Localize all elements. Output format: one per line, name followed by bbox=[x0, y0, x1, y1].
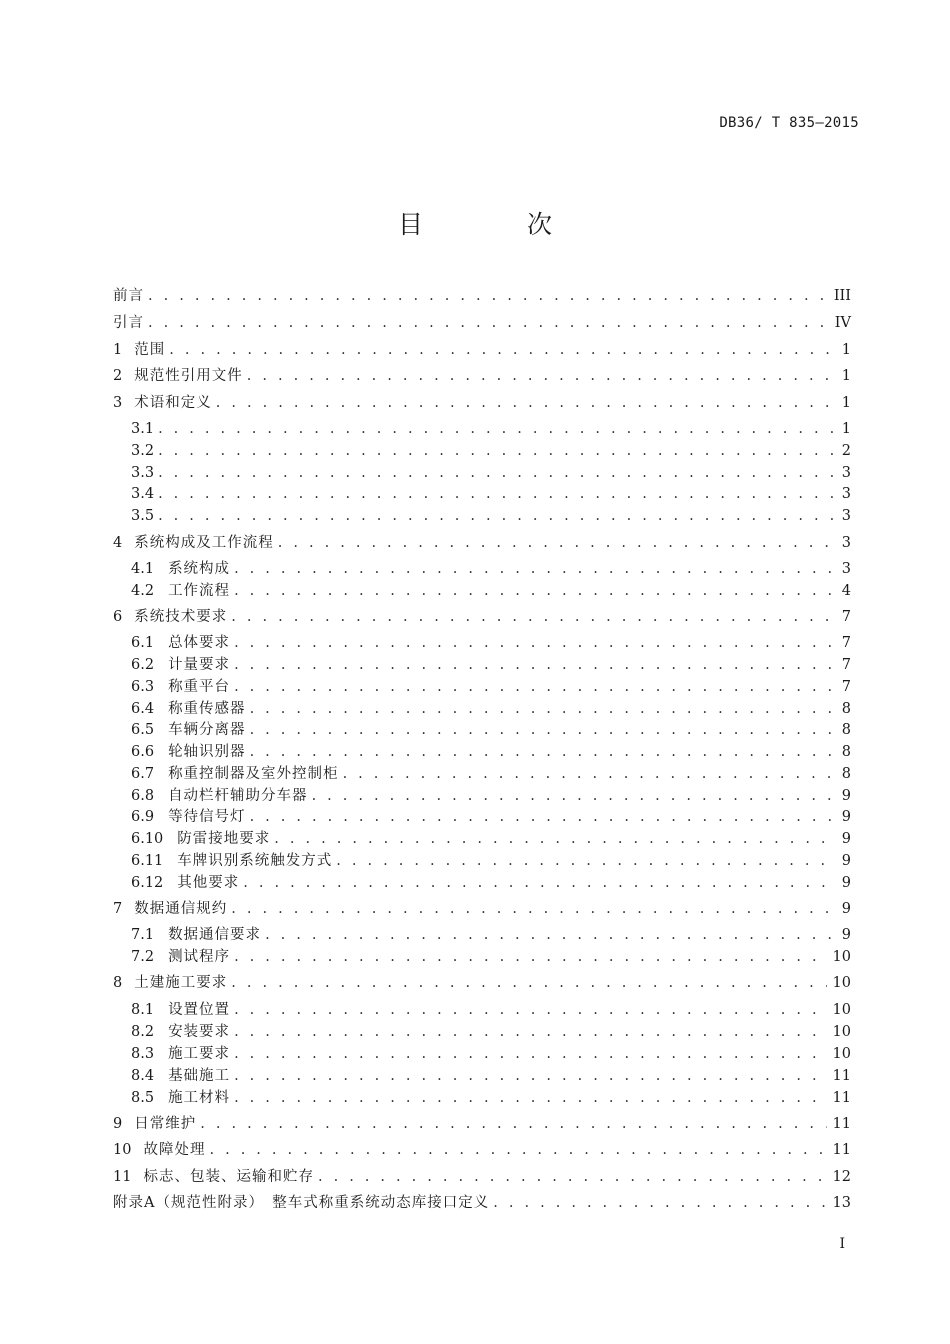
dot-leader bbox=[158, 419, 835, 439]
toc-entry-page: 9 bbox=[841, 901, 851, 917]
toc-entry-number: 6.11 bbox=[131, 853, 164, 869]
toc-entry[interactable] bbox=[131, 581, 851, 601]
toc-entry-page: 11 bbox=[832, 1068, 851, 1084]
dot-leader bbox=[247, 366, 835, 386]
dot-leader bbox=[216, 393, 835, 413]
toc-entry-page: 10 bbox=[832, 1024, 851, 1040]
toc-entry[interactable] bbox=[131, 655, 851, 675]
toc-entry-page: 7 bbox=[841, 657, 851, 673]
toc-entry-number: 3.2 bbox=[131, 443, 155, 459]
toc-entry[interactable] bbox=[113, 973, 851, 993]
toc-entry[interactable] bbox=[131, 1066, 851, 1086]
toc-entry-number: 6.2 bbox=[131, 657, 155, 673]
toc-entry-number: 10 bbox=[113, 1142, 132, 1158]
toc-entry[interactable] bbox=[131, 677, 851, 697]
toc-entry[interactable] bbox=[113, 1167, 851, 1187]
dot-leader bbox=[148, 313, 829, 333]
dot-leader bbox=[234, 633, 835, 653]
toc-entry-page: 8 bbox=[841, 744, 851, 760]
toc-entry-label: 系统构成 bbox=[168, 561, 231, 577]
toc-entry-label: 轮轴识别器 bbox=[168, 744, 246, 760]
toc-entry[interactable] bbox=[131, 786, 851, 806]
toc-entry-page: 3 bbox=[841, 561, 851, 577]
toc-entry-number: 3.3 bbox=[131, 465, 155, 481]
dot-leader bbox=[336, 851, 835, 871]
dot-leader bbox=[169, 340, 835, 360]
toc-entry-page: 10 bbox=[832, 1002, 851, 1018]
toc-entry-number: 6.5 bbox=[131, 722, 155, 738]
dot-leader bbox=[343, 764, 835, 784]
toc-entry-page: 2 bbox=[841, 443, 851, 459]
toc-entry-number: 4.1 bbox=[131, 561, 155, 577]
toc-entry[interactable] bbox=[113, 899, 851, 919]
toc-entry[interactable] bbox=[131, 699, 851, 719]
toc-entry[interactable] bbox=[131, 807, 851, 827]
dot-leader bbox=[234, 1088, 826, 1108]
toc-entry-number: 4.2 bbox=[131, 583, 155, 599]
toc-entry-label: 系统构成及工作流程 bbox=[134, 535, 274, 551]
dot-leader bbox=[278, 533, 835, 553]
dot-leader bbox=[318, 1167, 827, 1187]
toc-entry-number: 8.2 bbox=[131, 1024, 155, 1040]
toc-entry[interactable] bbox=[131, 419, 851, 439]
toc-entry-label: 车辆分离器 bbox=[168, 722, 246, 738]
toc-entry-page: 7 bbox=[841, 609, 851, 625]
dot-leader bbox=[158, 506, 835, 526]
dot-leader bbox=[234, 655, 835, 675]
dot-leader bbox=[250, 807, 835, 827]
toc-entry-number: 4 bbox=[113, 535, 123, 551]
toc-entry-number: 6.12 bbox=[131, 875, 164, 891]
toc-entry-label: 术语和定义 bbox=[134, 395, 212, 411]
toc-entry-page: 7 bbox=[841, 635, 851, 651]
toc-entry-page: 4 bbox=[841, 583, 851, 599]
toc-entry[interactable] bbox=[131, 559, 851, 579]
toc-entry[interactable] bbox=[131, 1088, 851, 1108]
toc-entry[interactable] bbox=[131, 633, 851, 653]
toc-entry-label: 安装要求 bbox=[168, 1024, 231, 1040]
dot-leader bbox=[200, 1114, 826, 1134]
toc-entry-number: 3.4 bbox=[131, 486, 155, 502]
toc-entry-number: 7.2 bbox=[131, 949, 155, 965]
toc-entry-label: 数据通信要求 bbox=[168, 927, 262, 943]
toc-entry-number: 6.3 bbox=[131, 679, 155, 695]
toc-entry-number: 3.1 bbox=[131, 421, 155, 437]
toc-entry-label: 工作流程 bbox=[168, 583, 231, 599]
toc-entry-label: 车牌识别系统触发方式 bbox=[177, 853, 333, 869]
toc-entry-page: 10 bbox=[832, 1046, 851, 1062]
toc-entry-number: 1 bbox=[113, 342, 123, 358]
toc-entry-page: 8 bbox=[841, 766, 851, 782]
toc-entry-label: 土建施工要求 bbox=[134, 975, 228, 991]
dot-leader bbox=[243, 873, 835, 893]
toc-entry-label: 故障处理 bbox=[143, 1142, 206, 1158]
toc-entry-page: 9 bbox=[841, 831, 851, 847]
toc-entry-page: 1 bbox=[841, 395, 851, 411]
dot-leader bbox=[234, 581, 835, 601]
toc-entry[interactable] bbox=[131, 484, 851, 504]
toc-entry-number: 3 bbox=[113, 395, 123, 411]
dot-leader bbox=[231, 899, 835, 919]
toc-entry-label: 日常维护 bbox=[134, 1116, 197, 1132]
toc-entry-label: 引言 bbox=[113, 315, 144, 331]
document-code: DB36/ T 835—2015 bbox=[719, 115, 859, 131]
toc-entry[interactable] bbox=[131, 1022, 851, 1042]
toc-entry[interactable] bbox=[113, 607, 851, 627]
dot-leader bbox=[158, 484, 835, 504]
toc-entry-label: 前言 bbox=[113, 288, 144, 304]
toc-entry-number: 8.3 bbox=[131, 1046, 155, 1062]
dot-leader bbox=[234, 947, 826, 967]
dot-leader bbox=[250, 742, 835, 762]
dot-leader bbox=[231, 973, 826, 993]
toc-entry-page: IV bbox=[834, 315, 851, 331]
toc-entry-page: 12 bbox=[832, 1169, 851, 1185]
dot-leader bbox=[265, 925, 835, 945]
toc-entry[interactable] bbox=[113, 366, 851, 386]
toc-entry-page: 13 bbox=[832, 1195, 851, 1211]
dot-leader bbox=[148, 286, 828, 306]
toc-entry-number: 11 bbox=[113, 1169, 132, 1185]
toc-entry-number: 8.1 bbox=[131, 1002, 155, 1018]
toc-entry-number: 8.5 bbox=[131, 1090, 155, 1106]
page-title: 目 次 bbox=[398, 210, 600, 239]
toc-entry[interactable] bbox=[131, 1044, 851, 1064]
dot-leader bbox=[234, 1044, 826, 1064]
toc-entry-label: 范围 bbox=[134, 342, 166, 358]
toc-entry-number: 6.1 bbox=[131, 635, 155, 651]
toc-entry-label: 设置位置 bbox=[168, 1002, 231, 1018]
toc-entry[interactable] bbox=[113, 1193, 851, 1213]
page-number: I bbox=[839, 1236, 845, 1252]
toc-entry-number: 6.6 bbox=[131, 744, 155, 760]
toc-entry-page: 3 bbox=[841, 486, 851, 502]
dot-leader bbox=[312, 786, 835, 806]
toc-entry-number: 2 bbox=[113, 368, 123, 384]
dot-leader bbox=[158, 463, 835, 483]
toc-entry-label: 自动栏杆辅助分车器 bbox=[168, 788, 308, 804]
toc-entry-page: 11 bbox=[832, 1090, 851, 1106]
toc-entry-label: 施工材料 bbox=[168, 1090, 231, 1106]
toc-entry[interactable] bbox=[131, 829, 851, 849]
toc-entry[interactable] bbox=[131, 742, 851, 762]
toc-entry[interactable] bbox=[113, 533, 851, 553]
dot-leader bbox=[234, 1022, 826, 1042]
dot-leader bbox=[231, 607, 835, 627]
toc-entry[interactable] bbox=[131, 873, 851, 893]
toc-entry[interactable] bbox=[113, 313, 851, 333]
toc-entry-page: 1 bbox=[841, 342, 851, 358]
toc-entry-label: 等待信号灯 bbox=[168, 809, 246, 825]
toc-entry-page: 9 bbox=[841, 788, 851, 804]
toc-entry-page: 9 bbox=[841, 853, 851, 869]
toc-entry-label: 基础施工 bbox=[168, 1068, 231, 1084]
toc-entry-page: 8 bbox=[841, 701, 851, 717]
toc-entry[interactable] bbox=[131, 925, 851, 945]
toc-entry[interactable] bbox=[131, 720, 851, 740]
toc-entry-label: 计量要求 bbox=[168, 657, 231, 673]
toc-entry-number: 6.8 bbox=[131, 788, 155, 804]
toc-entry-label: 系统技术要求 bbox=[134, 609, 228, 625]
toc-entry[interactable] bbox=[131, 506, 851, 526]
toc-entry-number: 6.9 bbox=[131, 809, 155, 825]
toc-entry[interactable] bbox=[131, 764, 851, 784]
toc-entry[interactable] bbox=[113, 393, 851, 413]
toc-entry-page: 11 bbox=[832, 1142, 851, 1158]
toc-entry[interactable] bbox=[113, 1140, 851, 1160]
toc-entry-number: 3.5 bbox=[131, 508, 155, 524]
toc-entry-number: 6.4 bbox=[131, 701, 155, 717]
toc-entry[interactable] bbox=[131, 1000, 851, 1020]
dot-leader bbox=[234, 1066, 826, 1086]
toc-entry-label: 标志、包装、运输和贮存 bbox=[143, 1169, 314, 1185]
dot-leader bbox=[250, 720, 835, 740]
dot-leader bbox=[209, 1140, 826, 1160]
toc-entry-page: 9 bbox=[841, 809, 851, 825]
toc-entry-number: 7 bbox=[113, 901, 123, 917]
toc-entry-label: 防雷接地要求 bbox=[177, 831, 271, 847]
toc-entry-page: 1 bbox=[841, 421, 851, 437]
toc-entry-page: 3 bbox=[841, 508, 851, 524]
toc-entry-page: 10 bbox=[832, 949, 851, 965]
toc-entry-page: 11 bbox=[832, 1116, 851, 1132]
toc-entry[interactable] bbox=[131, 463, 851, 483]
dot-leader bbox=[274, 829, 835, 849]
toc-entry-label: 称重传感器 bbox=[168, 701, 246, 717]
toc-entry-number: 9 bbox=[113, 1116, 123, 1132]
toc-entry[interactable] bbox=[113, 286, 851, 306]
toc-entry-label: 规范性引用文件 bbox=[134, 368, 243, 384]
toc-entry-page: 9 bbox=[841, 927, 851, 943]
toc-entry-page: 10 bbox=[832, 975, 851, 991]
toc-entry-label: 其他要求 bbox=[177, 875, 240, 891]
toc-entry-number: 8 bbox=[113, 975, 123, 991]
dot-leader bbox=[158, 441, 835, 461]
toc-entry-number: 6.10 bbox=[131, 831, 164, 847]
toc-entry-page: 9 bbox=[841, 875, 851, 891]
dot-leader bbox=[250, 699, 835, 719]
toc-entry-label: 称重平台 bbox=[168, 679, 231, 695]
toc-entry-number: 6 bbox=[113, 609, 123, 625]
toc-entry-number: 6.7 bbox=[131, 766, 155, 782]
toc-entry-page: III bbox=[833, 288, 851, 304]
toc-entry-page: 1 bbox=[841, 368, 851, 384]
toc-entry[interactable] bbox=[131, 851, 851, 871]
toc-entry-number: 8.4 bbox=[131, 1068, 155, 1084]
toc-entry-page: 3 bbox=[841, 535, 851, 551]
toc-entry-page: 3 bbox=[841, 465, 851, 481]
toc-entry-label: 测试程序 bbox=[168, 949, 231, 965]
toc-entry-page: 7 bbox=[841, 679, 851, 695]
toc-entry-label: 施工要求 bbox=[168, 1046, 231, 1062]
dot-leader bbox=[234, 677, 835, 697]
toc-entry[interactable] bbox=[113, 1114, 851, 1134]
toc-entry-label: 附录A（规范性附录） 整车式称重系统动态库接口定义 bbox=[113, 1195, 490, 1211]
toc-entry-label: 称重控制器及室外控制柜 bbox=[168, 766, 339, 782]
toc-entry-page: 8 bbox=[841, 722, 851, 738]
dot-leader bbox=[493, 1193, 826, 1213]
dot-leader bbox=[234, 559, 835, 579]
toc-entry[interactable] bbox=[113, 340, 851, 360]
toc-entry-label: 数据通信规约 bbox=[134, 901, 228, 917]
dot-leader bbox=[234, 1000, 826, 1020]
toc-entry-label: 总体要求 bbox=[168, 635, 231, 651]
toc-entry[interactable] bbox=[131, 947, 851, 967]
toc-entry[interactable] bbox=[131, 441, 851, 461]
toc-entry-number: 7.1 bbox=[131, 927, 155, 943]
